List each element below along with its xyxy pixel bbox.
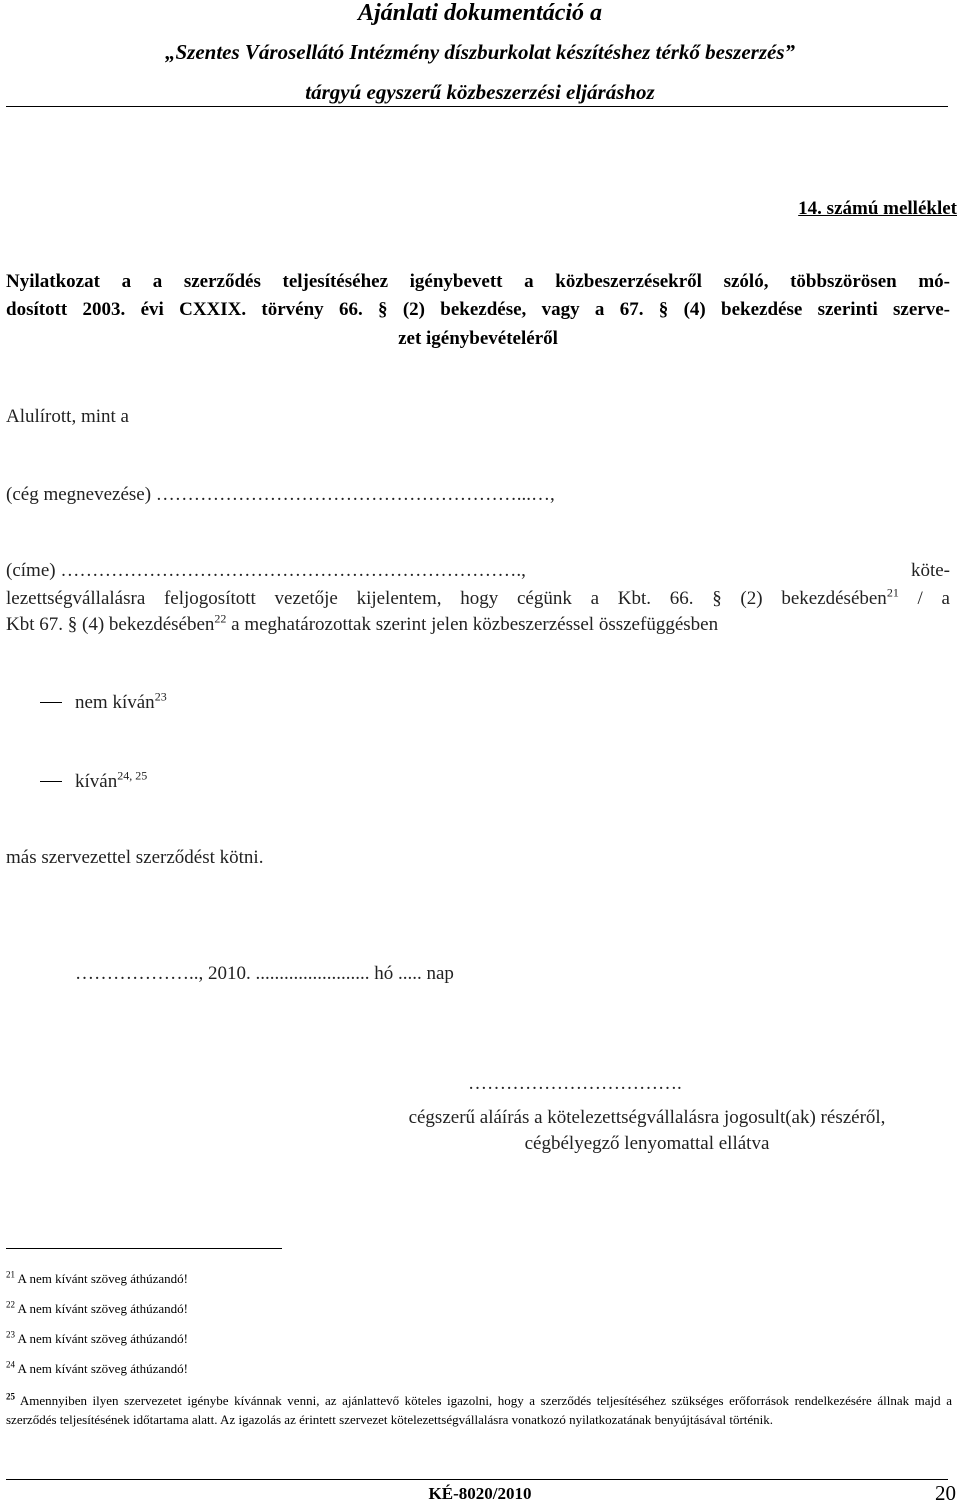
- option-intend: [75, 768, 147, 796]
- statement-line-2-text: lezettségvállalásra feljogosított vezetője kijelentem, hogy cégünk a Kbt. 66. § (2) bekezdésében: [6, 588, 887, 609]
- footnote-ref-23: 23: [154, 689, 167, 704]
- footnote-23: [6, 1331, 188, 1346]
- statement-line-3-a: Kbt 67. § (4) bekezdésében: [6, 614, 215, 635]
- footnote-ref-21: 21: [886, 585, 899, 600]
- annex-label: 14. számú melléklet: [798, 198, 957, 219]
- footnote-25: [6, 1391, 952, 1429]
- declaration-title-line-1: Nyilatkozat a a szerződés teljesítéséhez igénybevett a közbeszerzésekről szóló, többszörösen mó-: [6, 271, 950, 292]
- footnote-24: [6, 1361, 188, 1376]
- option-not-intend-label: nem kíván: [75, 692, 155, 713]
- statement-line-3: [6, 611, 718, 639]
- footnote-ref-24-25: 24, 25: [117, 768, 148, 783]
- signature-dots: …………………………….: [468, 1073, 682, 1094]
- statement-line-2: [6, 585, 950, 613]
- date-line: ……………….., 2010. ........................ hó ..... nap: [75, 963, 454, 984]
- statement-line-3-b: a meghatározottak szerint jelen közbeszerzéssel összefüggésben: [231, 614, 719, 635]
- footnote-text: Amennyiben ilyen szervezetet igénybe kívánnak venni, az ajánlattevő köteles igazolni, hogy a szerződés teljesítéséhez szükséges erőforrások rendelkezésére állnak majd a szerződés teljesítésének időtartama alatt. Az igazolás az érintett szervezet kötelezettségvállalásra vonatkozó nyilatkozatának benyújtásával történik.: [6, 1393, 952, 1427]
- page-number: 20: [935, 1481, 956, 1505]
- footer-reference-code: KÉ-8020/2010: [428, 1484, 532, 1503]
- footnote-number: 23: [6, 1329, 15, 1340]
- option-dash-1: [40, 702, 62, 703]
- footer-rule: [6, 1479, 948, 1480]
- address-field: (címe) ……………………………………………………………….,: [6, 560, 526, 581]
- doc-header-subject: „Szentes Városellátó Intézmény díszburkolat készítéshez térkő beszerzés”: [164, 40, 796, 64]
- footnote-22: [6, 1301, 188, 1316]
- footnote-number: 21: [6, 1269, 15, 1280]
- footnote-number: 24: [6, 1359, 15, 1370]
- declaration-title-line-2: dosított 2003. évi CXXIX. törvény 66. § (2) bekezdése, vagy a 67. § (4) bekezdése szerinti szerve-: [6, 299, 950, 320]
- footnote-text: A nem kívánt szöveg áthúzandó!: [17, 1271, 188, 1286]
- footnote-number: 22: [6, 1299, 15, 1310]
- footnote-text: A nem kívánt szöveg áthúzandó!: [17, 1331, 188, 1346]
- address-line-tail: köte-: [910, 560, 950, 581]
- footnote-separator: [6, 1248, 282, 1249]
- option-not-intend: [75, 689, 167, 717]
- footnote-text: A nem kívánt szöveg áthúzandó!: [17, 1361, 188, 1376]
- declaration-title-line-3: zet igénybevételéről: [398, 328, 558, 349]
- signature-caption-line-1: cégszerű aláírás a kötelezettségvállalásra jogosult(ak) részéről,: [408, 1107, 886, 1128]
- footnote-number: 25: [6, 1391, 15, 1402]
- header-rule: [6, 106, 948, 107]
- doc-header-procedure: tárgyú egyszerű közbeszerzési eljáráshoz: [305, 80, 655, 104]
- footnote-21: [6, 1271, 188, 1286]
- signature-caption-line-2: cégbélyegző lenyomattal ellátva: [524, 1133, 770, 1154]
- option-dash-2: [40, 781, 62, 782]
- company-name-field: (cég megnevezése) …………………………………………………...…,: [6, 484, 555, 505]
- doc-header-title: Ajánlati dokumentáció a: [357, 0, 603, 26]
- footnote-ref-22: 22: [214, 611, 227, 626]
- footnote-text: A nem kívánt szöveg áthúzandó!: [17, 1301, 188, 1316]
- closing-text: más szervezettel szerződést kötni.: [6, 847, 264, 868]
- option-intend-label: kíván: [75, 771, 118, 792]
- undersigned-text: Alulírott, mint a: [6, 406, 129, 427]
- statement-line-2-tail: / a: [917, 588, 950, 609]
